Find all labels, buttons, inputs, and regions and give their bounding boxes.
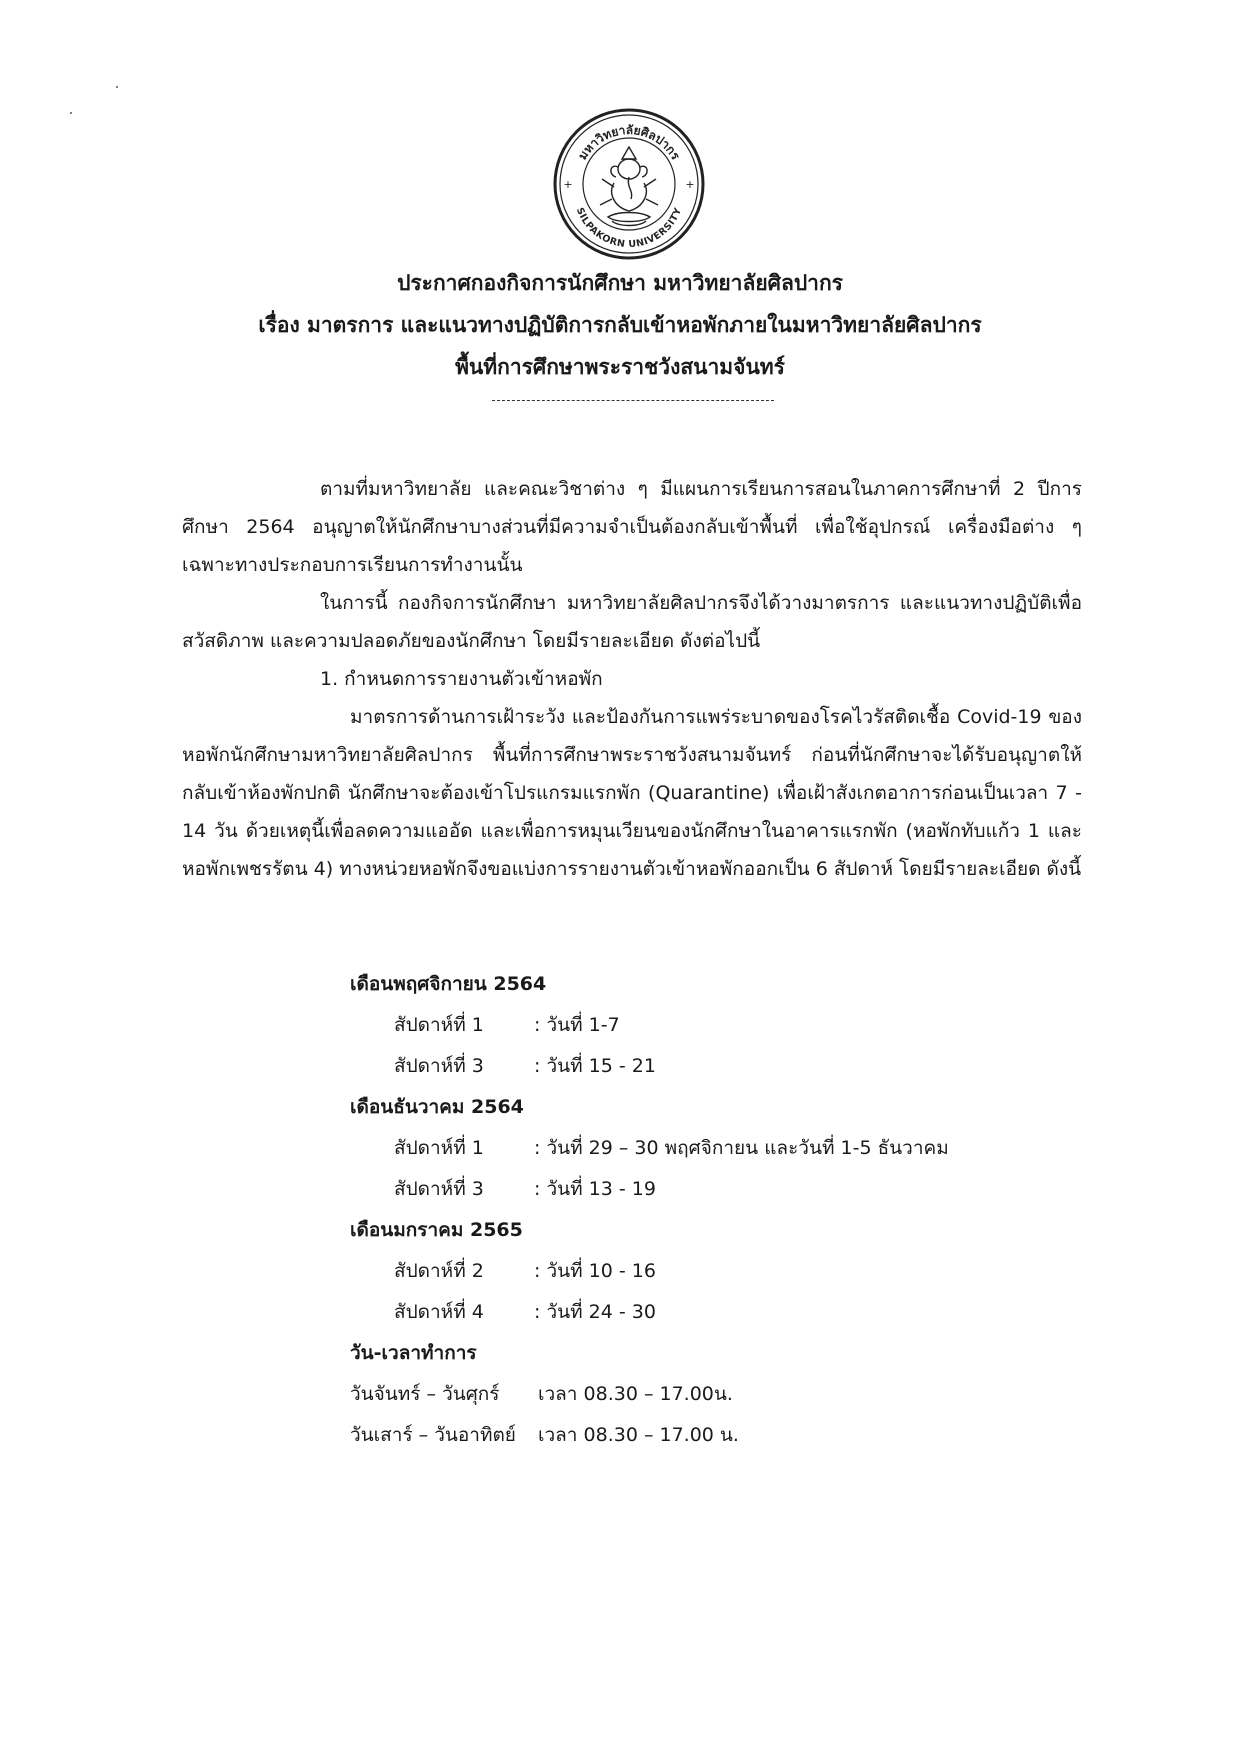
week-dates: : วันที่ 24 - 30 — [534, 1301, 656, 1323]
week-label: สัปดาห์ที่ 4 — [394, 1301, 484, 1323]
week-row — [350, 1005, 1070, 1046]
hours-time: เวลา 08.30 – 17.00 น. — [538, 1424, 739, 1446]
hours-row — [350, 1415, 1070, 1456]
scan-speck — [116, 86, 118, 88]
week-dates: : วันที่ 1-7 — [534, 1014, 620, 1036]
hours-title: วัน-เวลาทำการ — [350, 1342, 477, 1364]
body-section-intro — [182, 470, 1082, 888]
week-label: สัปดาห์ที่ 2 — [394, 1260, 484, 1282]
paragraph-1: ตามที่มหาวิทยาลัย และคณะวิชาต่าง ๆ มีแผนการเรียนการสอนในภาคการศึกษาที่ 2 ปีการศึกษา 2564 อนุญาตให้นักศึกษาบางส่วนที่มีความจำเป็นต้องกลับเข้าพื้นที่ เพื่อใช้อุปกรณ์ เครื่องมือต่าง ๆ เฉพาะทางประกอบการเรียนการทำงานนั้น — [182, 478, 1082, 576]
week-row — [350, 1046, 1070, 1087]
svg-text:SILPAKORN UNIVERSITY: SILPAKORN UNIVERSITY — [573, 206, 685, 251]
week-label: สัปดาห์ที่ 1 — [394, 1137, 484, 1159]
week-dates: : วันที่ 10 - 16 — [534, 1260, 656, 1282]
svg-text:มหาวิทยาลัยศิลปากร: มหาวิทยาลัยศิลปากร — [575, 122, 683, 163]
week-label: สัปดาห์ที่ 1 — [394, 1014, 484, 1036]
week-dates: : วันที่ 29 – 30 พฤศจิกายน และวันที่ 1-5 ธันวาคม — [534, 1137, 949, 1159]
week-row — [350, 1251, 1070, 1292]
week-row — [350, 1128, 1070, 1169]
week-label: สัปดาห์ที่ 3 — [394, 1055, 484, 1077]
month-title: เดือนพฤศจิกายน 2564 — [350, 973, 547, 995]
week-dates: : วันที่ 13 - 19 — [534, 1178, 656, 1200]
week-row — [350, 1292, 1070, 1333]
list-item-1: 1. กำหนดการรายงานตัวเข้าหอพัก — [320, 668, 603, 690]
hours-time: เวลา 08.30 – 17.00น. — [538, 1383, 733, 1405]
hours-row — [350, 1374, 1070, 1415]
header-line-3: พื้นที่การศึกษาพระราชวังสนามจันทร์ — [455, 355, 785, 379]
title-divider — [492, 400, 774, 401]
month-title: เดือนมกราคม 2565 — [350, 1219, 523, 1241]
paragraph-3: มาตรการด้านการเฝ้าระวัง และป้องกันการแพร่ระบาดของโรคไวรัสติดเชื้อ Covid-19 ของหอพักนักศึกษามหาวิทยาลัยศิลปากร พื้นที่การศึกษาพระราชวังสนามจันทร์ ก่อนที่นักศึกษาจะได้รับอนุญาตให้กลับเข้าห้องพักปกติ นักศึกษาจะต้องเข้าโปรแกรมแรกพัก (Quarantine) เพื่อเฝ้าสังเกตอาการก่อนเป็นเวลา 7 - 14 วัน ด้วยเหตุนี้เพื่อลดความแออัด และเพื่อการหมุนเวียนของนักศึกษาในอาคารแรกพัก (หอพักทับแก้ว 1 และหอพักเพชรรัตน 4) ทางหน่วยหอพักจึงขอแบ่งการรายงานตัวเข้าหอพักออกเป็น 6 สัปดาห์ โดยมีรายละเอียด ดังนี้ — [182, 706, 1082, 880]
header-line-1: ประกาศกองกิจการนักศึกษา มหาวิทยาลัยศิลปากร — [397, 271, 843, 295]
week-row — [350, 1169, 1070, 1210]
hours-days: วันเสาร์ – วันอาทิตย์ — [350, 1424, 516, 1446]
scan-speck — [70, 112, 72, 114]
month-title: เดือนธันวาคม 2564 — [350, 1096, 524, 1118]
paragraph-2: ในการนี้ กองกิจการนักศึกษา มหาวิทยาลัยศิลปากรจึงได้วางมาตรการ และแนวทางปฏิบัติเพื่อสวัสดิภาพ และความปลอดภัยของนักศึกษา โดยมีรายละเอียด ดังต่อไปนี้ — [182, 592, 1082, 652]
week-dates: : วันที่ 15 - 21 — [534, 1055, 656, 1077]
hours-days: วันจันทร์ – วันศุกร์ — [350, 1383, 500, 1405]
svg-text:+: + — [563, 178, 573, 191]
university-seal-logo — [552, 107, 706, 261]
week-label: สัปดาห์ที่ 3 — [394, 1178, 484, 1200]
svg-text:+: + — [685, 178, 695, 191]
schedule-section — [350, 964, 1070, 1456]
header-line-2: เรื่อง มาตรการ และแนวทางปฏิบัติการกลับเข้าหอพักภายในมหาวิทยาลัยศิลปากร — [258, 313, 982, 337]
announcement-header — [180, 262, 1060, 388]
